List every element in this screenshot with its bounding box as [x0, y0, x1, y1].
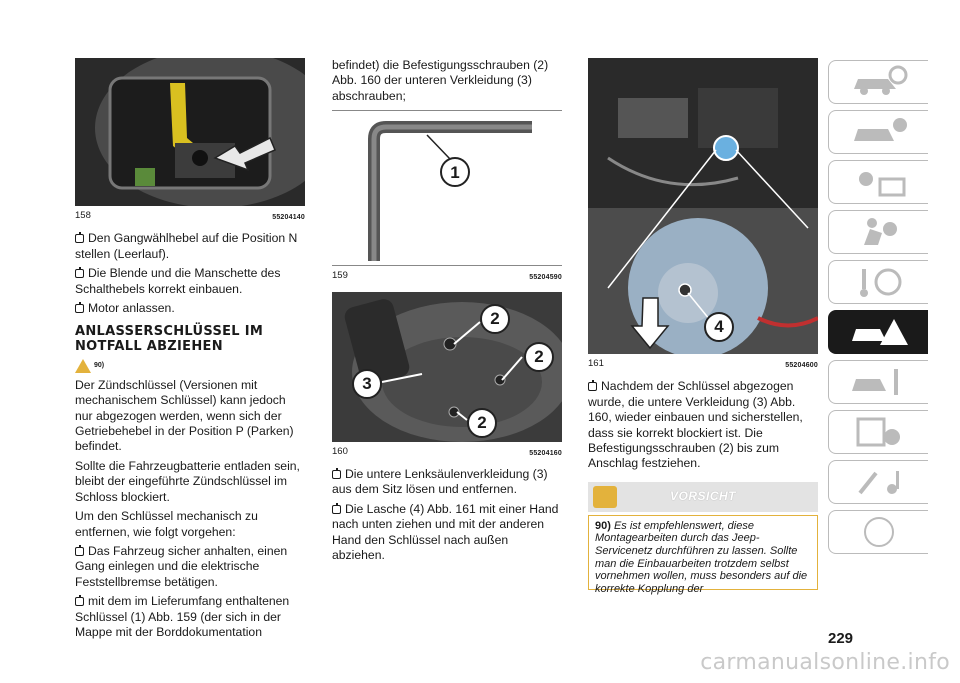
bullet-text: mit dem im Lieferumfang enthaltenen Schlüssel (1) Abb. 159 (der sich in der Mappe mit der Borddokumentation	[75, 594, 290, 639]
figure-number: 160	[332, 445, 348, 457]
bullet-text: Die Blende und die Manschette des Schalthebels korrekt einbauen.	[75, 266, 281, 296]
figure-161-ignition-lock-photo	[588, 58, 818, 354]
tab-car-tools[interactable]	[828, 360, 928, 404]
airbag-person-icon	[848, 215, 910, 249]
bullet-item	[332, 502, 562, 564]
caution-box	[588, 482, 818, 595]
tab-key-steering[interactable]	[828, 260, 928, 304]
figure-code: 55204600	[785, 362, 818, 369]
figure-number: 158	[75, 210, 91, 221]
warning-reference	[75, 358, 305, 373]
paragraph: Sollte die Fahrzeugbatterie entladen sein, bleibt der eingeführte Zündschlüssel im Schloss blockiert.	[75, 458, 300, 504]
callout-2: 2	[467, 408, 497, 438]
bullet-text: Motor anlassen.	[88, 301, 175, 316]
figure-number: 159	[332, 270, 348, 282]
step-bullet-icon	[75, 269, 84, 278]
figure-code: 55204140	[272, 214, 305, 221]
bullet-text: Den Gangwählhebel auf die Position N stellen (Leerlauf).	[75, 231, 298, 261]
tab-light-envelope[interactable]	[828, 160, 928, 204]
section-heading	[75, 324, 305, 354]
tab-car-emergency[interactable]	[828, 310, 928, 354]
alphabet-index-icon	[848, 515, 910, 549]
light-envelope-icon	[848, 165, 910, 199]
bullet-item	[588, 379, 818, 471]
bullet-item	[75, 594, 305, 640]
figure-code: 55204160	[529, 449, 562, 457]
bullet-item	[75, 301, 305, 316]
warning-triangle-icon	[75, 359, 91, 373]
tab-car-dashboard[interactable]	[828, 60, 928, 104]
paragraph: befindet) die Befestigungsschrauben (2) Abb. 160 der unteren Verkleidung (3) abschrauben;	[332, 58, 549, 103]
callout-2: 2	[480, 304, 510, 334]
callout-3: 3	[352, 369, 382, 399]
bullet-item	[332, 467, 562, 498]
caution-header	[588, 482, 818, 512]
checklist-gear-icon	[848, 415, 910, 449]
car-emergency-icon	[848, 315, 910, 349]
car-dashboard-icon	[848, 65, 910, 99]
column-1	[75, 58, 305, 644]
step-bullet-icon	[75, 547, 84, 556]
site-watermark: carmanualsonline.info	[700, 650, 950, 675]
caution-title: VORSICHT	[669, 489, 736, 504]
heading-line: NOTFALL ABZIEHEN	[75, 339, 223, 355]
figure-number: 161	[588, 358, 604, 369]
figure-160-steering-column-cover	[332, 292, 562, 442]
caution-number: 90)	[595, 519, 611, 532]
tab-media-music[interactable]	[828, 460, 928, 504]
ignition-lock-illustration	[588, 58, 818, 354]
bullet-text: Nachdem der Schlüssel abgezogen wurde, die untere Verkleidung (3) Abb. 160, wieder einbauen und sicherstellen, dass sie korrekt blockiert ist. Die Befestigungsschrauben (2) bis zum Anschlag festziehen.	[588, 379, 803, 471]
step-bullet-icon	[332, 470, 341, 479]
key-steering-icon	[848, 265, 910, 299]
media-music-icon	[848, 465, 910, 499]
allen-key-illustration	[332, 111, 562, 263]
tab-checklist-gear[interactable]	[828, 410, 928, 454]
callout-4: 4	[704, 312, 734, 342]
figure-159-allen-key	[332, 111, 562, 263]
step-bullet-icon	[75, 597, 84, 606]
caution-text: Es ist empfehlenswert, diese Montagearbeiten durch das Jeep-Servicenetz durchführen zu lassen. Sollte man die Einbauarbeiten trotzdem selbst vornehmen wollen, muss besonders auf die korrekte Kopplung der	[595, 519, 808, 595]
car-tools-icon	[848, 365, 910, 399]
figure-158-caption	[75, 208, 305, 225]
paragraph: Der Zündschlüssel (Versionen mit mechanischem Schlüssel) kann jedoch nur abgezogen werden, wenn sich der Getriebehebel in der Position P (Parken) befindet.	[75, 377, 294, 454]
figure-code: 55204590	[529, 274, 562, 282]
column-3	[588, 58, 818, 595]
heading-line: ANLASSERSCHLÜSSEL IM	[75, 324, 264, 340]
step-bullet-icon	[75, 234, 84, 243]
figure-158-gear-selector-photo	[75, 58, 305, 206]
tab-airbag-person[interactable]	[828, 210, 928, 254]
paragraph: Um den Schlüssel mechanisch zu entfernen, wie folgt vorgehen:	[75, 509, 258, 539]
bullet-item	[75, 266, 305, 297]
bullet-item	[75, 231, 305, 262]
step-bullet-icon	[588, 382, 597, 391]
caution-body	[588, 515, 818, 595]
warning-ref-number: 90)	[94, 362, 105, 370]
bullet-text: Das Fahrzeug sicher anhalten, einen Gang einlegen und die elektrische Feststellbremse betätigen.	[75, 543, 288, 589]
step-bullet-icon	[332, 505, 341, 514]
chapter-tab-sidebar	[828, 60, 928, 560]
tab-alphabet-index[interactable]	[828, 510, 928, 554]
callout-2: 2	[524, 342, 554, 372]
page-number: 229	[828, 630, 854, 647]
bullet-text: Die Lasche (4) Abb. 161 mit einer Hand nach unten ziehen und mit der anderen Hand den Schlüssel nach außen abziehen.	[332, 501, 559, 563]
column-2	[332, 58, 562, 567]
step-bullet-icon	[75, 304, 84, 313]
gear-selector-illustration	[75, 58, 305, 206]
car-info-icon	[848, 115, 910, 149]
tab-car-info[interactable]	[828, 110, 928, 154]
bullet-item	[75, 544, 305, 590]
figure-161-caption	[588, 356, 818, 373]
callout-1: 1	[440, 157, 470, 187]
figure-160-caption	[332, 444, 562, 461]
figure-159-caption	[332, 265, 562, 285]
bullet-text: Die untere Lenksäulenverkleidung (3) aus dem Sitz lösen und entfernen.	[332, 467, 548, 497]
